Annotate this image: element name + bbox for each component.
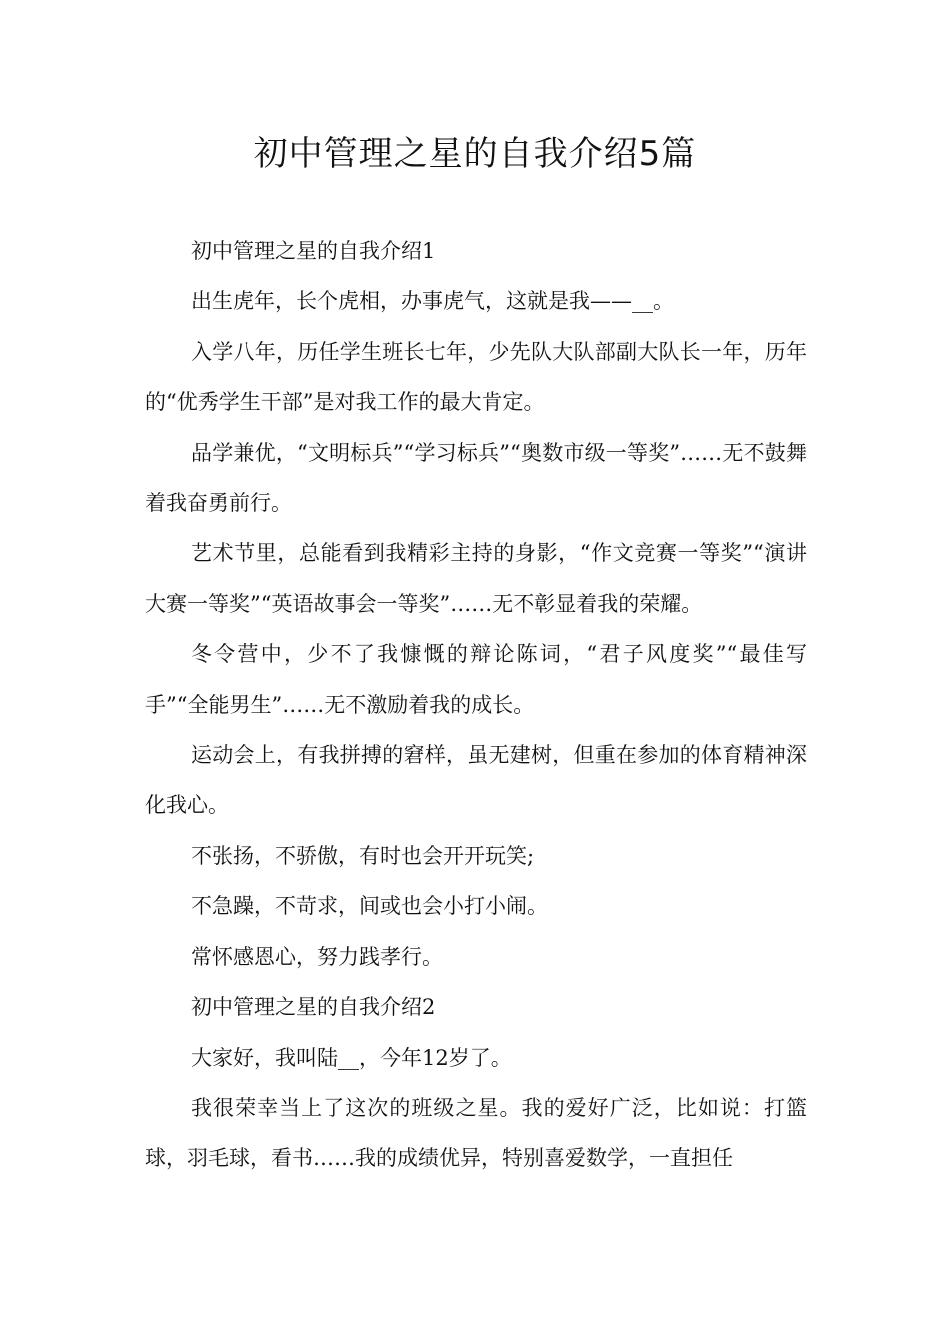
- paragraph: 入学八年，历任学生班长七年，少先队大队部副大队长一年，历年的“优秀学生干部”是对我工作的最大肯定。: [145, 339, 807, 415]
- paragraph: 出生虎年，长个虎相，办事虎气，这就是我——__。: [191, 289, 674, 314]
- paragraph-section-heading-2: 初中管理之星的自我介绍2: [191, 995, 436, 1020]
- paragraph: 常怀感恩心，努力践孝行。: [191, 944, 443, 969]
- paragraph: 品学兼优，“文明标兵”“学习标兵”“奥数市级一等奖”……无不鼓舞着我奋勇前行。: [145, 440, 807, 516]
- paragraph: 大家好，我叫陆__，今年12岁了。: [191, 1045, 512, 1070]
- paragraph: 艺术节里，总能看到我精彩主持的身影，“作文竞赛一等奖”“演讲大赛一等奖”“英语故事会一等奖”……无不彰显着我的荣耀。: [145, 541, 807, 616]
- paragraph-section-heading-1: 初中管理之星的自我介绍1: [191, 239, 436, 263]
- paragraph: 冬令营中，少不了我慷慨的辩论陈词，“君子风度奖”“最佳写手”“全能男生”……无不激励着我的成长。: [145, 642, 807, 717]
- paragraph: 不急躁，不苛求，间或也会小打小闹。: [191, 894, 548, 919]
- document-title: 初中管理之星的自我介绍5篇: [253, 134, 697, 174]
- paragraph: 不张扬，不骄傲，有时也会开开玩笑;: [191, 843, 535, 868]
- paragraph: 我很荣幸当上了这次的班级之星。我的爱好广泛，比如说：打篮球，羽毛球，看书……我的成绩优异，特别喜爱数学，一直担任: [145, 1095, 807, 1171]
- paragraph: 运动会上，有我拼搏的窘样，虽无建树，但重在参加的体育精神深化我心。: [145, 743, 807, 818]
- document-body: [145, 226, 807, 1184]
